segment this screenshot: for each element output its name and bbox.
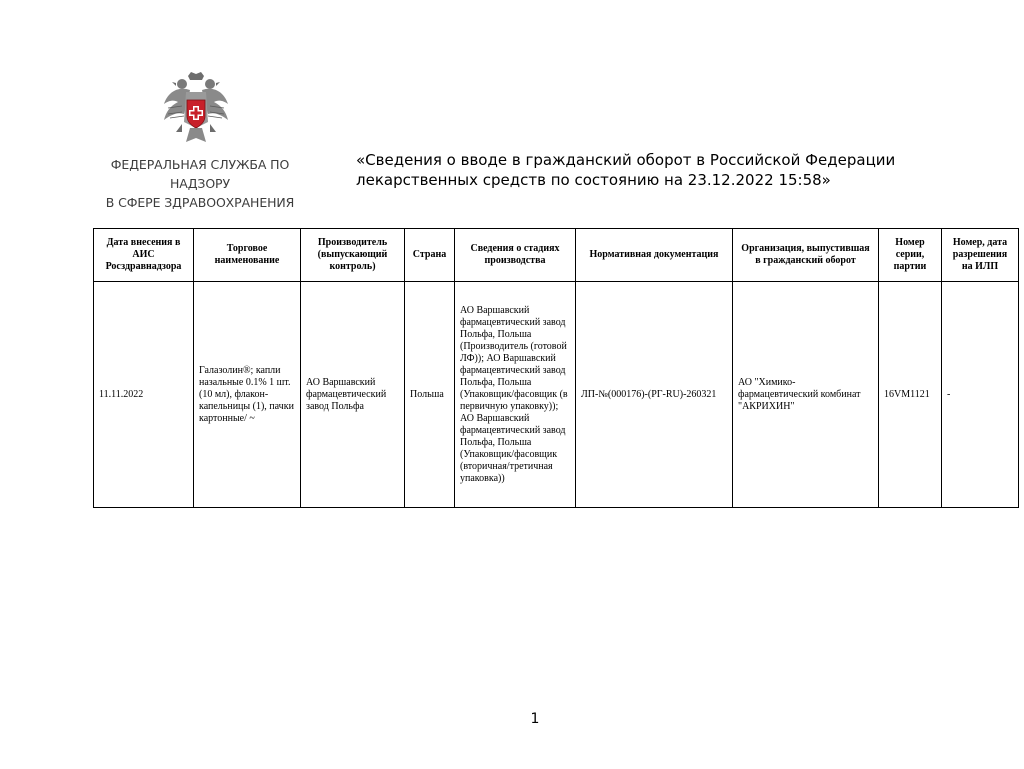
table-row bbox=[94, 282, 1019, 508]
document-title-line-2: лекарственных средств по состоянию на 23.12.2022 15:58» bbox=[356, 171, 831, 189]
cell-stages: АО Варшавский фармацевтический завод Польфа, Польша (Производитель (готовой ЛФ)); АО Варшавский фармацевтический завод Польфа, Польша (Упаковщик/фасовщик (в первичную упаковку)); АО Варшавский фармацевтический завод Польфа, Польша (Упаковщик/фасовщик (вторичная/третичная упаковка)) bbox=[455, 282, 576, 508]
registry-table bbox=[93, 228, 1019, 508]
cell-organization: АО "Химико-фармацевтический комбинат "АКРИХИН" bbox=[733, 282, 879, 508]
cell-date: 11.11.2022 bbox=[94, 282, 194, 508]
agency-emblem-icon bbox=[160, 70, 232, 152]
column-header-series: Номер серии, партии bbox=[879, 229, 942, 282]
agency-name bbox=[80, 155, 320, 212]
column-header-organization: Организация, выпустившая в гражданский оборот bbox=[733, 229, 879, 282]
cell-ilp-permit: - bbox=[942, 282, 1019, 508]
document-title bbox=[356, 150, 956, 190]
column-header-country: Страна bbox=[405, 229, 455, 282]
cell-series: 16VM1121 bbox=[879, 282, 942, 508]
column-header-manufacturer: Производитель (выпускающий контроль) bbox=[301, 229, 405, 282]
document-title-line-1: «Сведения о вводе в гражданский оборот в Российской Федерации bbox=[356, 151, 896, 169]
column-header-ilp-permit: Номер, дата разрешения на ИЛП bbox=[942, 229, 1019, 282]
agency-name-line-2: В СФЕРЕ ЗДРАВООХРАНЕНИЯ bbox=[105, 195, 295, 210]
column-header-trade-name: Торговое наименование bbox=[194, 229, 301, 282]
table-header-row bbox=[94, 229, 1019, 282]
agency-name-line-1: ФЕДЕРАЛЬНАЯ СЛУЖБА ПО НАДЗОРУ bbox=[110, 157, 290, 191]
column-header-date: Дата внесения в АИС Росздравнадзора bbox=[94, 229, 194, 282]
cell-manufacturer: АО Варшавский фармацевтический завод Польфа bbox=[301, 282, 405, 508]
cell-country: Польша bbox=[405, 282, 455, 508]
page-number: 1 bbox=[530, 711, 540, 727]
column-header-normative-doc: Нормативная документация bbox=[576, 229, 733, 282]
column-header-stages: Сведения о стадиях производства bbox=[455, 229, 576, 282]
cell-normative-doc: ЛП-№(000176)-(РГ-RU)-260321 bbox=[576, 282, 733, 508]
cell-trade-name: Галазолин®; капли назальные 0.1% 1 шт. (10 мл), флакон-капельницы (1), пачки картонные/ ~ bbox=[194, 282, 301, 508]
